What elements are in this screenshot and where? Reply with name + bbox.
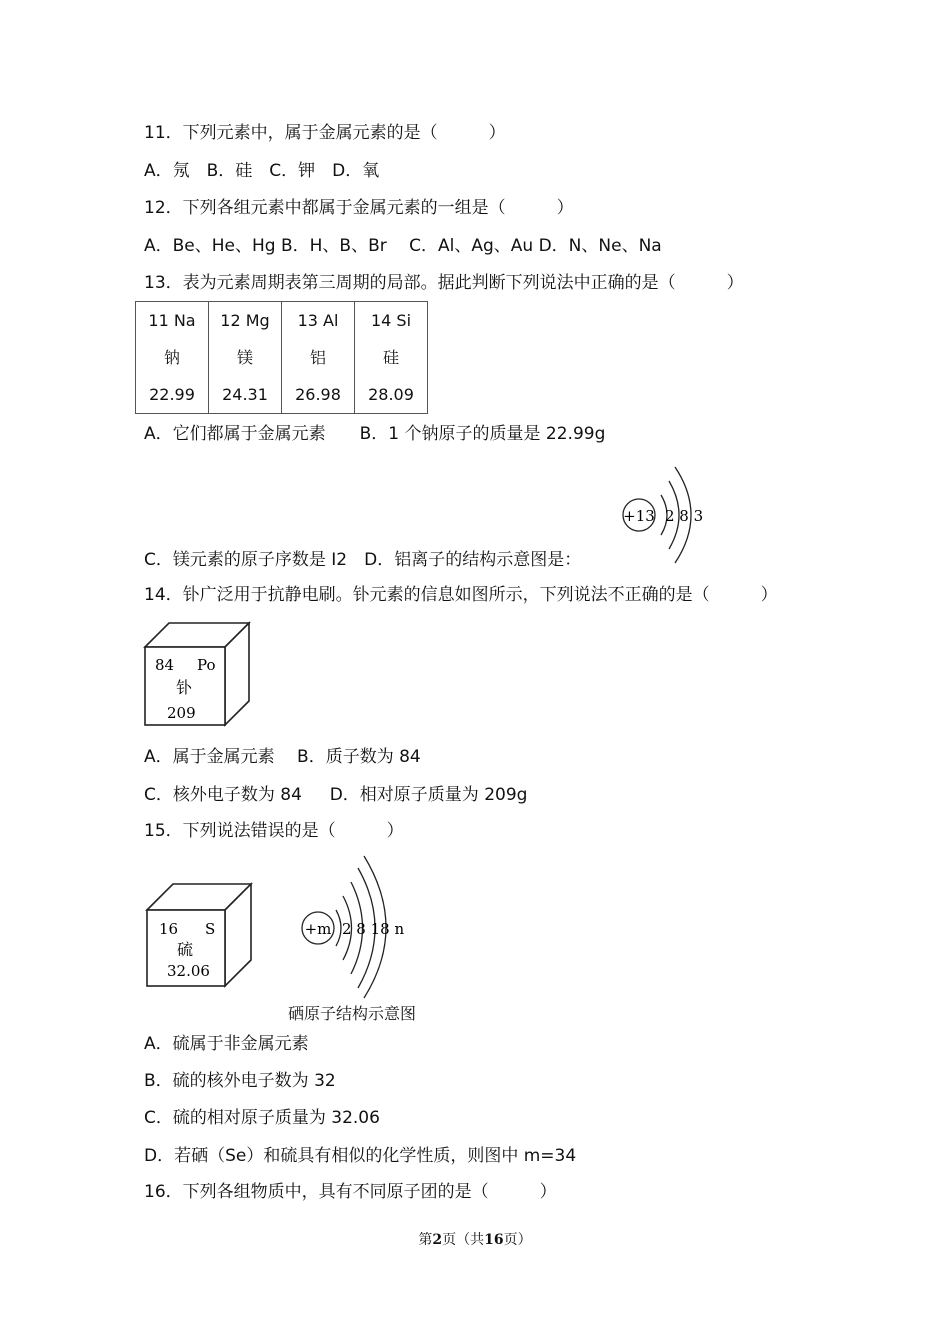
- element-mass: 32.06: [167, 962, 210, 980]
- element-name: 钋: [176, 678, 193, 697]
- element-mass: 22.99: [149, 385, 195, 404]
- element-cell-si: [355, 302, 428, 414]
- q15-option-c: C．硫的相对原子质量为 32.06: [144, 1108, 380, 1128]
- element-name: 铝: [309, 348, 326, 367]
- element-symbol: Po: [197, 656, 216, 674]
- q15-stem: 15．下列说法错误的是（ ）: [144, 821, 404, 841]
- shell-electrons: 2 8 18 n: [342, 920, 405, 938]
- element-symbol: S: [205, 920, 216, 938]
- element-number: 84: [155, 656, 175, 674]
- q14-options-cd: C．核外电子数为 84 D．相对原子质量为 209g: [144, 785, 528, 805]
- footer-mid: 页（共: [442, 1232, 485, 1248]
- polonium-element-cube: [143, 621, 253, 729]
- element-mass: 24.31: [222, 385, 268, 404]
- q12-options: A．Be、He、Hg B．H、B、Br C．Al、Ag、Au D．N、Ne、Na: [144, 236, 662, 256]
- q11-options: A．氖 B．硅 C．钾 D．氧: [144, 161, 380, 181]
- q15-option-b: B．硫的核外电子数为 32: [144, 1071, 336, 1091]
- element-mass: 26.98: [295, 385, 341, 404]
- q15-option-a: A．硫属于非金属元素: [144, 1034, 309, 1054]
- element-cell-na: [136, 302, 209, 414]
- element-number-symbol: 12 Mg: [220, 311, 270, 330]
- q14-stem: 14．钋广泛用于抗静电刷。钋元素的信息如图所示，下列说法不正确的是（ ）: [144, 585, 778, 605]
- nucleus-label: +13: [623, 507, 655, 525]
- page-footer: [0, 1229, 950, 1249]
- selenium-atom-diagram: [296, 852, 411, 1000]
- element-mass: 209: [167, 704, 196, 722]
- selenium-diagram-caption: 硒原子结构示意图: [288, 1004, 417, 1023]
- footer-total-pages: 16: [484, 1232, 504, 1248]
- nucleus-label: +m: [304, 920, 332, 938]
- element-name: 钠: [163, 348, 180, 367]
- q13-options-cd: C．镁元素的原子序数是 I2 D．铝离子的结构示意图是：: [144, 550, 582, 570]
- element-cell-mg: [209, 302, 282, 414]
- sulfur-element-cube: [145, 882, 255, 988]
- q11-stem: 11．下列元素中，属于金属元素的是（ ）: [144, 123, 506, 143]
- q13-options-ab: A．它们都属于金属元素 B．1 个钠原子的质量是 22.99g: [144, 424, 606, 444]
- element-number-symbol: 13 Al: [297, 311, 339, 330]
- shell-electrons: 2 8 3: [665, 507, 704, 525]
- aluminum-ion-diagram: [615, 455, 725, 570]
- element-cell-al: [282, 302, 355, 414]
- element-number: 16: [159, 920, 179, 938]
- q16-stem: 16．下列各组物质中，具有不同原子团的是（ ）: [144, 1182, 557, 1202]
- element-mass: 28.09: [368, 385, 414, 404]
- footer-prefix: 第: [418, 1232, 433, 1248]
- element-number-symbol: 11 Na: [148, 311, 196, 330]
- footer-suffix: 页）: [503, 1232, 532, 1248]
- element-name: 镁: [236, 348, 253, 367]
- q13-stem: 13．表为元素周期表第三周期的局部。据此判断下列说法中正确的是（ ）: [144, 273, 744, 293]
- periodic-table-excerpt: [135, 301, 428, 414]
- element-name: 硫: [177, 940, 194, 959]
- shell-arc: [336, 910, 341, 946]
- element-number-symbol: 14 Si: [370, 311, 412, 330]
- element-name: 硅: [382, 348, 399, 367]
- q15-option-d: D．若硒（Se）和硫具有相似的化学性质，则图中 m=34: [144, 1146, 577, 1166]
- q14-options-ab: A．属于金属元素 B．质子数为 84: [144, 747, 421, 767]
- footer-page-number: 2: [432, 1232, 443, 1248]
- q12-stem: 12．下列各组元素中都属于金属元素的一组是（ ）: [144, 198, 574, 218]
